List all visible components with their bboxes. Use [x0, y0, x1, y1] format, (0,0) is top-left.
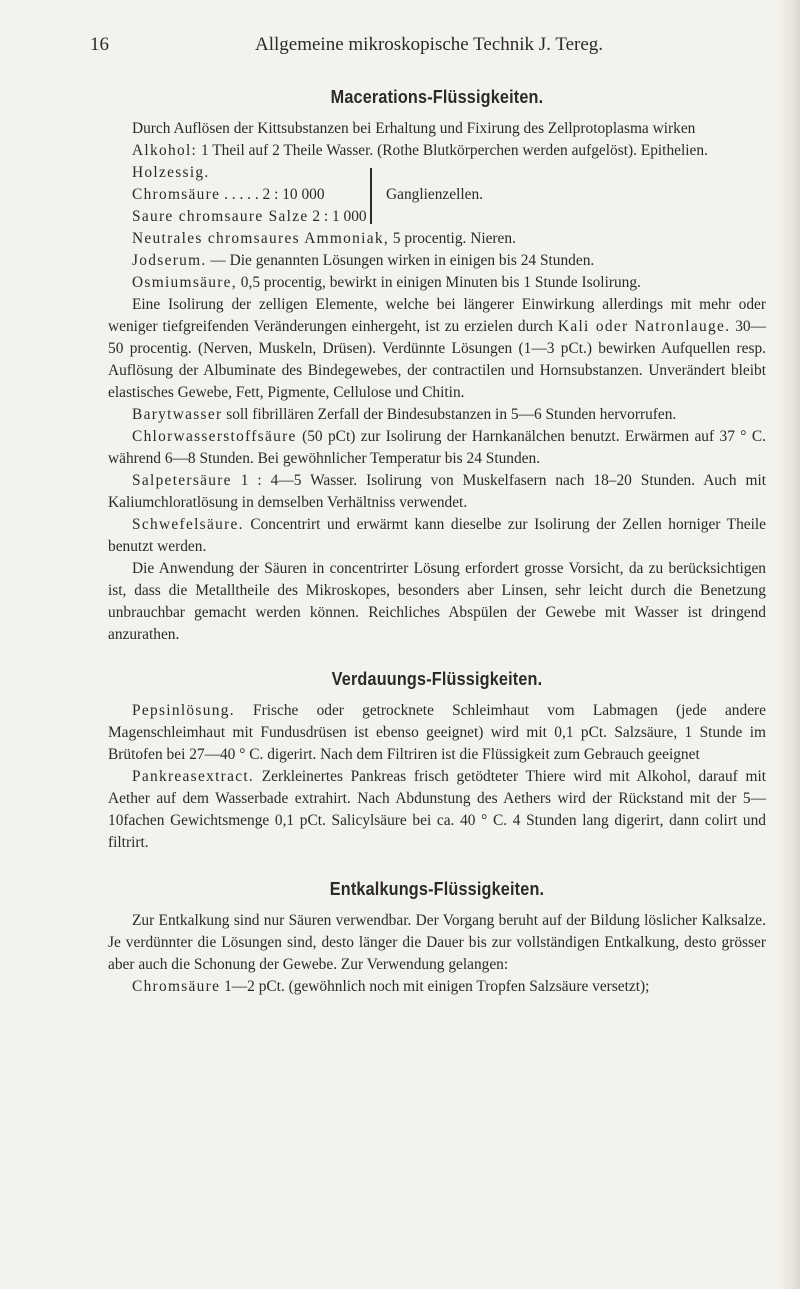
- term: Chromsäure: [132, 186, 221, 203]
- term-text: (50 pCt) zur Isolirung der Harnkanälchen benutzt. Erwärmen auf 37 ° C. während 6—8 Stunden. Bei gewöhnlicher Temperatur bis 24 Stunden.: [108, 428, 766, 467]
- term-text: 0,5 procentig, bewirkt in einigen Minuten bis 1 Stunde Isolirung.: [236, 274, 641, 291]
- term-text: Zerkleinertes Pankreas frisch getödteter Thiere wird mit Alkohol, darauf mit Aether auf dem Wasserbade extrahirt. Nach Abdunstung des Aethers wird der Rückstand mit der 5—10fachen Gewichtsmenge 0,1 pCt. Salicylsäure bei ca. 40 ° C. 4 Stunden lang digerirt, dann colirt und filtrirt.: [108, 768, 766, 851]
- paragraph: [108, 426, 766, 470]
- section-title-maceration: Macerations-Flüssigkeiten.: [330, 87, 544, 107]
- brace-label: Ganglienzellen.: [386, 186, 484, 203]
- paragraph: [108, 976, 766, 998]
- term: Schwefelsäure.: [132, 516, 244, 533]
- term: Osmiumsäure,: [132, 274, 237, 291]
- term: Chlorwasserstoffsäure: [132, 428, 297, 445]
- term: Chromsäure: [132, 978, 221, 995]
- section-title-entkalkung: Entkalkungs-Flüssigkeiten.: [329, 879, 545, 899]
- term-text: 2 : 1 000: [308, 208, 367, 225]
- term: Saure chromsaure Salze: [132, 208, 309, 225]
- paragraph: [108, 250, 766, 272]
- brace-row: [132, 206, 766, 228]
- term-text: 1—2 pCt. (gewöhnlich noch mit einigen Tropfen Salzsäure versetzt);: [220, 978, 650, 995]
- term-text: 5 procentig. Nieren.: [389, 230, 516, 247]
- running-title: Allgemeine mikroskopische Technik J. Tereg.: [255, 34, 604, 55]
- term: Pepsinlösung.: [132, 702, 235, 719]
- page-edge-shadow: [778, 0, 800, 1289]
- term-text: 30—50 procentig. (Nerven, Muskeln, Drüsen). Verdünnte Lösungen (1—3 pCt.) bewirken Aufquellen resp. Auflösung der Albuminate des Bindegewebes, der contractilen und Hornsubstanzen. Unverändert bleibt elastisches Gewebe, Fett, Pigmente, Cellulose und Chitin.: [108, 318, 766, 401]
- paragraph: [108, 140, 766, 162]
- term: Alkohol:: [132, 142, 198, 159]
- paragraph: Durch Auflösen der Kittsubstanzen bei Erhaltung und Fixirung des Zellprotoplasma wirken: [132, 120, 696, 137]
- page-number: 16: [90, 34, 109, 55]
- term-text: Eine Isolirung der zelligen Elemente, welche bei längerer Einwirkung allerdings mit mehr oder weniger tiefgreifenden Veränderungen einhergeht, ist zu erzielen durch: [108, 296, 766, 335]
- paragraph: [108, 700, 766, 766]
- brace-row: Holzessig.: [132, 164, 210, 181]
- term-text: Frische oder getrocknete Schleimhaut vom Labmagen (jede andere Magenschleimhaut mit Fundusdrüsen ist ebenso geeignet) wird mit 0,1 pCt. Salzsäure, 1 Stunde im Brütofen bei 27—40 ° C. digerirt. Nach dem Filtriren ist die Flüssigkeit zum Gebrauch geeignet: [108, 702, 766, 763]
- paragraph: Zur Entkalkung sind nur Säuren verwendbar. Der Vorgang beruht auf der Bildung löslicher Kalksalze. Je verdünnter die Lösungen sind, desto länger die Dauer bis zur vollständigen Entkalkung, desto grösser aber auch die Schonung der Gewebe. Zur Verwendung gelangen:: [108, 912, 766, 973]
- term-text: 1 Theil auf 2 Theile Wasser. (Rothe Blutkörperchen werden aufgelöst). Epithelien.: [197, 142, 708, 159]
- paragraph: [108, 470, 766, 514]
- brace-bracket: [370, 168, 372, 224]
- brace-group: [132, 162, 766, 228]
- paragraph: [108, 766, 766, 854]
- term-text: 1 : 4—5 Wasser. Isolirung von Muskelfasern nach 18–20 Stunden. Auch mit Kaliumchloratlösung in demselben Verhältniss verwendet.: [108, 472, 766, 511]
- paragraph: [108, 294, 766, 404]
- page-body: [108, 86, 766, 998]
- term: Kali oder Natronlauge.: [557, 318, 731, 335]
- paragraph: [108, 272, 766, 294]
- paragraph: [108, 514, 766, 558]
- section-title-verdauung: Verdauungs-Flüssigkeiten.: [331, 669, 543, 689]
- term-text: Concentrirt und erwärmt kann dieselbe zur Isolirung der Zellen horniger Theile benutzt werden.: [108, 516, 766, 555]
- term: Pankreasextract.: [132, 768, 255, 785]
- term: Jodserum.: [132, 252, 207, 269]
- term-text: soll fibrillären Zerfall der Bindesubstanzen in 5—6 Stunden hervorrufen.: [222, 406, 677, 423]
- paragraph: [108, 404, 766, 426]
- paragraph: [108, 228, 766, 250]
- term: Barytwasser: [132, 406, 223, 423]
- term: Neutrales chromsaures Ammoniak,: [132, 230, 389, 247]
- term: Salpetersäure: [132, 472, 232, 489]
- paragraph: Die Anwendung der Säuren in concentrirter Lösung erfordert grosse Vorsicht, da zu berücksichtigen ist, dass die Metalltheile des Mikroskopes, besonders aber Linsen, sehr leicht durch die Benetzung unbrauchbar gemacht werden können. Reichliches Abspülen der Gewebe mit Wasser ist dringend anzurathen.: [108, 560, 766, 643]
- term-text: — Die genannten Lösungen wirken in einigen bis 24 Stunden.: [206, 252, 595, 269]
- term-text: . . . . . 2 : 10 000: [220, 186, 325, 203]
